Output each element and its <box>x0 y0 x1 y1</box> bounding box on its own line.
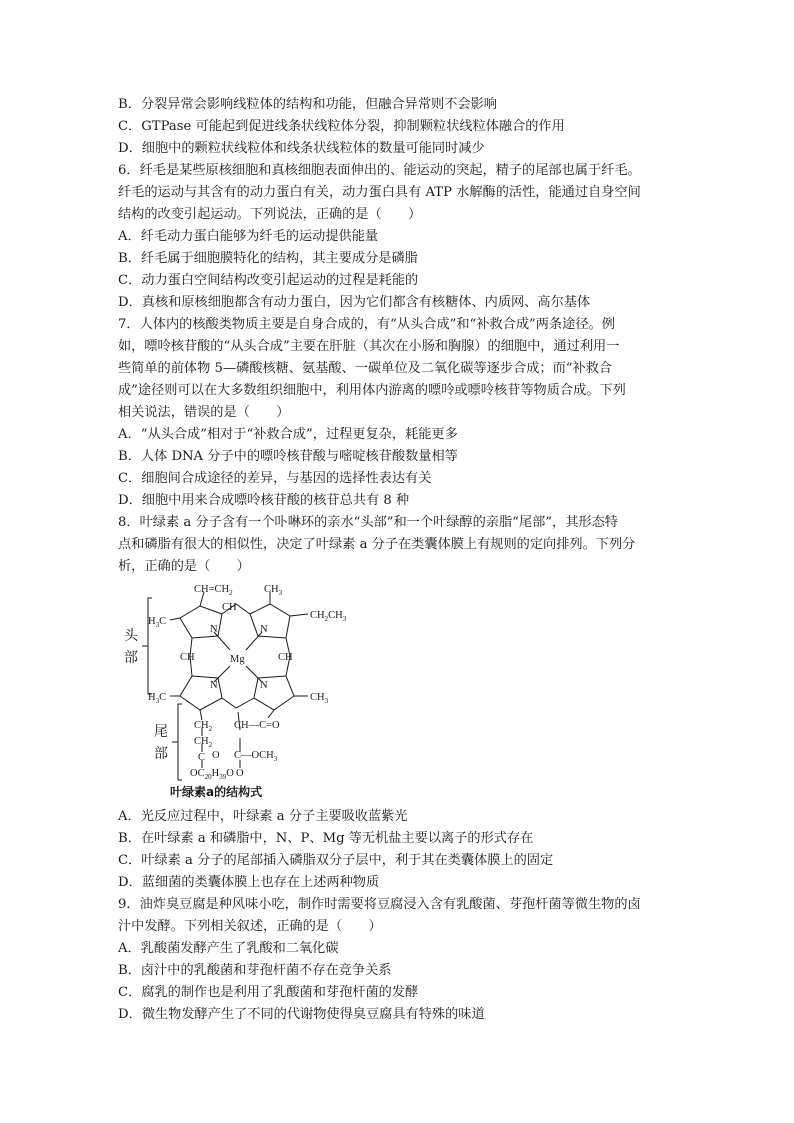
ester-oxygen: O <box>236 768 244 779</box>
phytyl-ester <box>190 768 234 781</box>
nitrogen-atom-3: N <box>210 680 218 691</box>
methyl-group-left-bottom <box>148 692 166 705</box>
q6-option-a: A．纤毛动力蛋白能够为纤毛的运动提供能量 <box>118 229 379 244</box>
q6-option-d: D．真核和原核细胞都含有动力蛋白，因为它们都含有核糖体、内质网、高尔基体 <box>118 295 591 310</box>
h3c-top-c: C <box>159 616 167 627</box>
nitrogen-atom-1: N <box>210 624 218 635</box>
carbonyl-carbon: C <box>198 752 206 763</box>
tail-label-char-2: 部 <box>154 746 168 762</box>
ethyl-sub-2: 3 <box>342 615 347 623</box>
q8-stem-line-1: 8．叶绿素 a 分子含有一个卟啉环的亲水“头部”和一个叶绿醇的亲脂“尾部”，其形态特 <box>118 515 618 530</box>
q7-option-b: B．人体 DNA 分子中的嘌呤核苷酸与嘧啶核苷酸数量相等 <box>118 449 458 464</box>
ch2-group-2 <box>194 736 213 749</box>
vinyl-text: CH=CH <box>194 584 230 595</box>
q7-stem-line-2: 如，嘌呤核苷酸的“从头合成”主要在肝脏（其次在小肠和胸腺）的细胞中，通过利用一 <box>118 339 620 354</box>
ch2-1-sub: 2 <box>208 725 213 733</box>
figure-caption: 叶绿素a的结构式 <box>170 785 263 799</box>
ch-bridge-right: CH <box>278 652 293 663</box>
q7-option-a: A．“从头合成”相对于“补救合成”，过程更复杂，耗能更多 <box>118 427 458 442</box>
nitrogen-atom-4: N <box>260 680 268 691</box>
magnesium-atom: Mg <box>230 654 245 665</box>
tail-label-char-1: 尾 <box>154 724 168 740</box>
q7-option-d: D．细胞中用来合成嘌呤核苷酸的核苷总共有 8 种 <box>118 493 410 508</box>
q6-option-c: C．动力蛋白空间结构改变引起运动的过程是耗能的 <box>118 273 419 288</box>
phytyl-oc: OC <box>190 768 205 779</box>
q6-option-b: B．纤毛属于细胞膜特化的结构，其主要成分是磷脂 <box>118 251 418 266</box>
methyl-top-text: CH <box>264 584 279 595</box>
ch2-group-1 <box>194 720 213 733</box>
q7-option-c: C．细胞间合成途径的差异，与基因的选择性表达有关 <box>118 471 432 486</box>
q5-option-d: D．细胞中的颗粒状线粒体和线条状线粒体的数量可能同时减少 <box>118 141 485 156</box>
q8-option-c: C．叶绿素 a 分子的尾部插入磷脂双分子层中，利于其在类囊体膜上的固定 <box>118 853 554 868</box>
q8-stem-line-3: 析，正确的是（ ） <box>118 559 250 574</box>
q5-option-c: C．GTPase 可能起到促进线条状线粒体分裂，抑制颗粒状线粒体融合的作用 <box>118 119 565 134</box>
chlorophyll-a-structure-figure <box>118 580 358 802</box>
q9-stem-line-1: 9．油炸臭豆腐是种风味小吃，制作时需要将豆腐浸入含有乳酸菌、芽孢杆菌等微生物的卤 <box>118 897 641 912</box>
q8-option-b: B．在叶绿素 a 和磷脂中，N、P、Mg 等无机盐主要以离子的形式存在 <box>118 831 534 846</box>
q8-stem-line-2: 点和磷脂有很大的相似性，决定了叶绿素 a 分子在类囊体膜上有规则的定向排列。下列分 <box>118 537 636 552</box>
q7-stem-line-5: 相关说法，错误的是（ ） <box>118 405 290 420</box>
phytyl-sub-1: 20 <box>204 773 212 781</box>
ketone-group: CH—C=O <box>234 720 280 731</box>
ethyl-text-1: CH <box>310 610 325 621</box>
phytyl-o: O <box>226 768 234 779</box>
q6-stem-line-2: 纤毛的运动与其含有的动力蛋白有关，动力蛋白具有 ATP 水解酶的活性，能通过自身空间 <box>118 185 641 200</box>
h3c-top-h: H <box>148 616 156 627</box>
q7-stem-line-4: 成”途径则可以在大多数组织细胞中，利用体内游离的嘌呤或嘌呤核苷等物质合成。下列 <box>118 383 626 398</box>
phytyl-sub-2: 39 <box>219 773 227 781</box>
h3c-top-sub: 3 <box>155 621 160 629</box>
head-label-char-1: 头 <box>124 628 138 644</box>
methyl-right-sub: 3 <box>324 697 329 705</box>
h3c-bottom-c: C <box>159 692 167 703</box>
q7-stem-line-3: 些简单的前体物 5—磷酸核糖、氨基酸、一碳单位及二氧化碳等逐步合成；而“补救合 <box>118 361 613 376</box>
methyl-group-top <box>264 584 283 597</box>
ch-bridge-top: CH <box>222 602 237 613</box>
q5-option-b: B．分裂异常会影响线粒体的结构和功能，但融合异常则不会影响 <box>118 97 497 112</box>
nitrogen-atom-2: N <box>260 624 268 635</box>
methyl-ester-group <box>234 750 278 763</box>
q9-option-b: B．卤汁中的乳酸菌和芽孢杆菌不存在竞争关系 <box>118 963 392 978</box>
q6-stem-line-3: 结构的改变引起运动。下列说法，正确的是（ ） <box>118 207 422 222</box>
ester-sub: 3 <box>273 755 278 763</box>
carbonyl-oxygen: O <box>212 750 220 761</box>
ethyl-text-2: CH <box>328 610 343 621</box>
h3c-bottom-sub: 3 <box>155 697 160 705</box>
ester-text: C—OCH <box>234 750 274 761</box>
vinyl-sub: 2 <box>229 589 233 597</box>
q9-stem-line-2: 汁中发酵。下列相关叙述，正确的是（ ） <box>118 919 382 934</box>
q7-stem-line-1: 7．人体内的核酸类物质主要是自身合成的，有“从头合成”和“补救合成”两条途径。例 <box>118 317 615 332</box>
q9-option-c: C．腐乳的制作也是利用了乳酸菌和芽孢杆菌的发酵 <box>118 985 419 1000</box>
h3c-bottom-h: H <box>148 692 156 703</box>
vinyl-group <box>194 584 233 597</box>
ch2-1-text: CH <box>194 720 209 731</box>
ch-bridge-left: CH <box>180 652 195 663</box>
q8-option-d: D．蓝细菌的类囊体膜上也存在上述两种物质 <box>118 875 380 890</box>
methyl-group-right-bottom <box>310 692 329 705</box>
ch2-2-text: CH <box>194 736 209 747</box>
ethyl-group <box>310 610 347 623</box>
phytyl-h: H <box>211 768 220 779</box>
methyl-top-sub: 3 <box>278 589 283 597</box>
ethyl-sub-1: 2 <box>324 615 329 623</box>
q6-stem-line-1: 6．纤毛是某些原核细胞和真核细胞表面伸出的、能运动的突起，精子的尾部也属于纤毛。 <box>118 163 641 178</box>
head-label-char-2: 部 <box>124 650 138 666</box>
q9-option-d: D．微生物发酵产生了不同的代谢物使得臭豆腐具有特殊的味道 <box>118 1007 485 1022</box>
methyl-right-text: CH <box>310 692 325 703</box>
methyl-group-left-top <box>148 616 166 629</box>
q9-option-a: A．乳酸菌发酵产生了乳酸和二氧化碳 <box>118 941 339 956</box>
chlorophyll-a-structure-diagram <box>118 580 358 802</box>
q8-option-a: A．光反应过程中，叶绿素 a 分子主要吸收蓝紫光 <box>118 809 408 824</box>
ch2-2-sub: 2 <box>208 741 213 749</box>
